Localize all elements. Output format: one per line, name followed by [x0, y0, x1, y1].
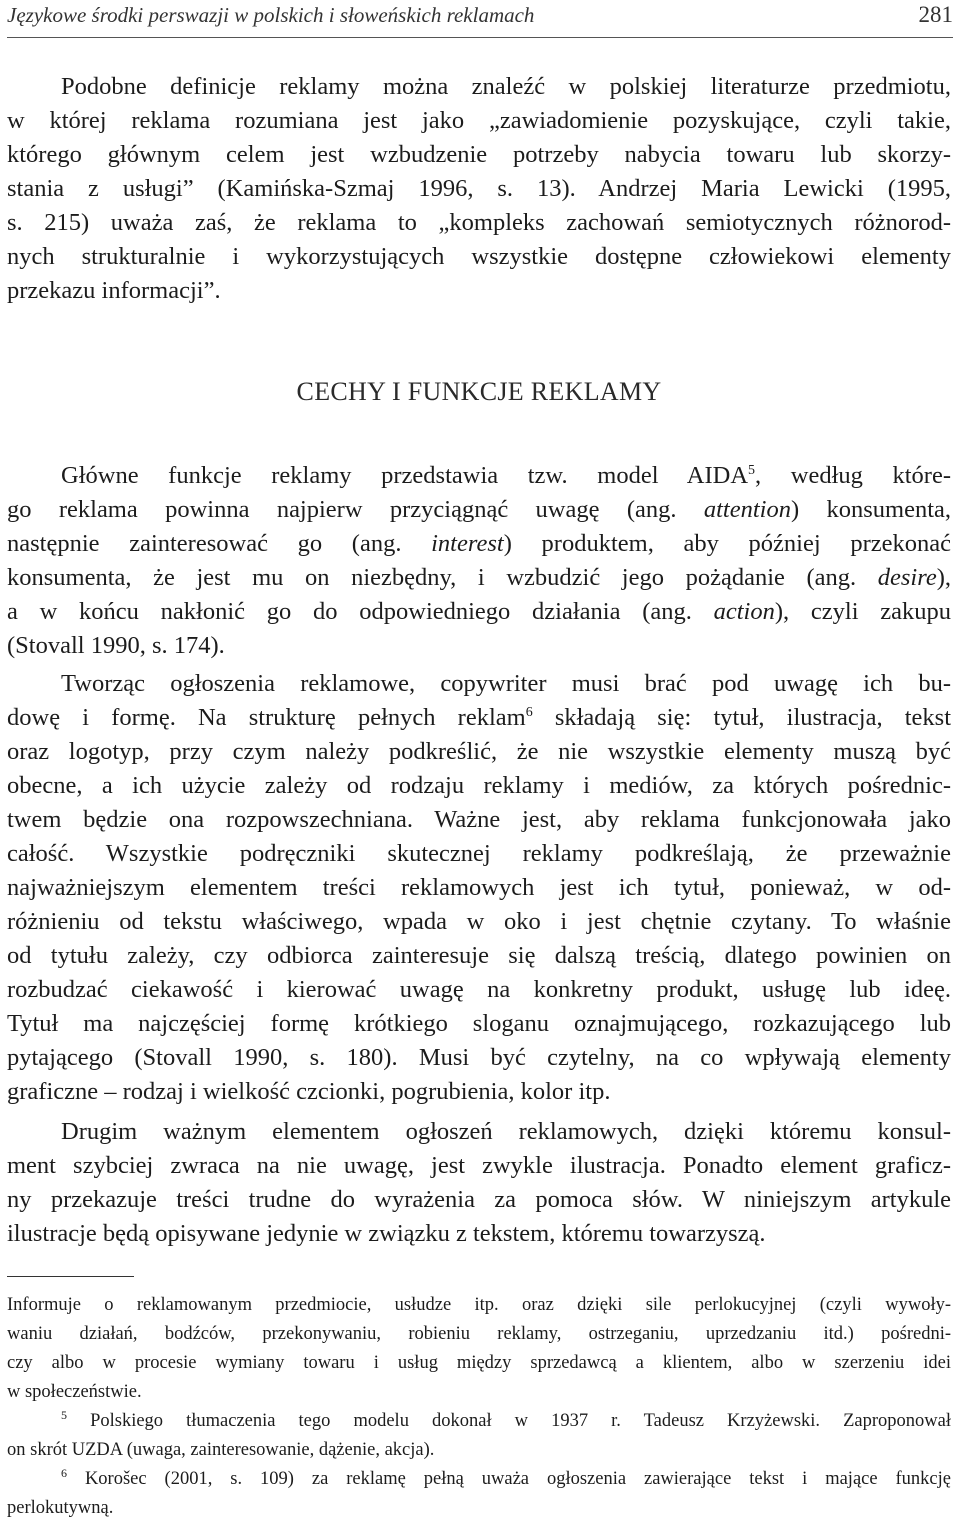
text-line: s. 215) uważa zaś, że reklama to „kompleks zachowań semiotycznych różnorod- [7, 209, 951, 236]
text-line: Drugim ważnym elementem ogłoszeń reklamowych, dzięki któremu konsul- [61, 1118, 951, 1145]
text-line: ment szybciej zwraca na nie uwagę, jest zwykle ilustracja. Ponadto element graficz- [7, 1152, 951, 1179]
header-rule [7, 37, 953, 38]
text-line: konsumenta, że jest mu on niezbędny, i wzbudzić jego pożądanie (ang. desire), [7, 564, 951, 591]
text-line: którego głównym celem jest wzbudzenie potrzeby nabycia towaru lub skorzy- [7, 141, 951, 168]
footnote-line: czy albo w procesie wymiany towaru i usług między sprzedawcą a klientem, albo w szerzeniu idei [7, 1353, 951, 1373]
text-line: nych strukturalnie i wykorzystujących wszystkie dostępne człowiekowi elementy [7, 243, 951, 270]
text-line: a w końcu nakłonić go do odpowiedniego działania (ang. action), czyli zakupu [7, 598, 951, 625]
text-line: całość. Wszystkie podręczniki skutecznej reklamy podkreślają, że przeważnie [7, 840, 951, 867]
text-line: graficzne – rodzaj i wielkość czcionki, pogrubienia, kolor itp. [7, 1078, 611, 1105]
footnote-5: $^5$ Polskiego tłumaczenia tego modelu dokonał w 1937 r. Tadeusz Krzyżewski. Zaproponował [61, 1407, 951, 1431]
footnote-line: perlokutywną. [7, 1498, 114, 1518]
footnote-line: w społeczeństwie. [7, 1382, 142, 1402]
footnote-ref-6: 6 [525, 704, 533, 720]
text-line: stania z usługi” (Kamińska-Szmaj 1996, s. 13). Andrzej Maria Lewicki (1995, [7, 175, 951, 202]
footnote-number: 6 [61, 1465, 67, 1480]
footnote-6: $^6$ Korošec (2001, s. 109) za reklamę pełną uważa ogłoszenia zawierające tekst i mające funkcję [61, 1465, 951, 1489]
footnote-rule [7, 1276, 134, 1277]
text-line: następnie zainteresować go (ang. interest) produktem, aby później przekonać [7, 530, 951, 557]
footnote-number: 5 [61, 1407, 67, 1422]
text-line: przekazu informacji”. [7, 277, 221, 304]
text-line: Tworząc ogłoszenia reklamowe, copywriter musi brać pod uwagę ich bu- [61, 670, 951, 697]
footnote-line: waniu działań, bodźców, przekonywaniu, robieniu reklamy, ostrzeganiu, uprzedzaniu itd.) pośredni- [7, 1324, 951, 1344]
text-line: w której reklama rozumiana jest jako „zawiadomienie pozyskujące, czyli takie, [7, 107, 951, 134]
text-line: Podobne definicje reklamy można znaleźć w polskiej literaturze przedmiotu, [61, 73, 951, 100]
footnote-line: Informuje o reklamowanym przedmiocie, usłudze itp. oraz dzięki sile perlokucyjnej (czyli wywoły- [7, 1295, 951, 1315]
section-heading: CECHY I FUNKCJE REKLAMY [296, 377, 662, 406]
text-line: ilustracje będą opisywane jedynie w związku z tekstem, któremu towarzyszą. [7, 1220, 766, 1247]
text-line: twem będzie ona rozpowszechniana. Ważne jest, aby reklama funkcjonowała jako [7, 806, 951, 833]
text-line: od tytułu zależy, czy odbiorca zainteresuje się dalszą treścią, dlatego powinien on [7, 942, 951, 969]
running-title: Językowe środki perswazji w polskich i słoweńskich reklamach [7, 3, 535, 27]
text-line: Tytuł ma najczęściej formę krótkiego sloganu oznajmującego, rozkazującego lub [7, 1010, 951, 1037]
text-line: obecne, a ich użycie zależy od rodzaju reklamy i mediów, za których pośrednic- [7, 772, 951, 799]
text-line: rozbudzać ciekawość i kierować uwagę na konkretny produkt, usługę lub ideę. [7, 976, 951, 1003]
term-desire: desire [877, 564, 937, 591]
text-line: pytającego (Stovall 1990, s. 180). Musi być czytelny, na co wpływają elementy [7, 1044, 951, 1071]
text-line: dowę i formę. Na strukturę pełnych reklam$^6$ składają się: tytuł, ilustracja, tekst [7, 704, 952, 731]
text-line: najważniejszym elementem treści reklamowych jest ich tytuł, ponieważ, w od- [7, 874, 951, 901]
term-action: action [713, 598, 775, 625]
text-line: oraz logotyp, przy czym należy podkreślić, że nie wszystkie elementy muszą być [7, 738, 951, 765]
footnote-ref-5: 5 [748, 462, 756, 478]
running-header [7, 2, 953, 30]
term-interest: interest [431, 530, 504, 557]
text-line: ny przekazuje treści trudne do wyrażenia za pomoca słów. W niniejszym artykule [7, 1186, 951, 1213]
text-line: Główne funkcje reklamy przedstawia tzw. model AIDA$^5$, według które- [61, 462, 951, 489]
text-line: (Stovall 1990, s. 174). [7, 632, 225, 659]
term-attention: attention [703, 496, 791, 523]
text-line: różnieniu od tekstu właściwego, wpada w oko i jest chętnie czytany. To właśnie [7, 908, 951, 935]
text-line: go reklama powinna najpierw przyciągnąć uwagę (ang. attention) konsumenta, [7, 496, 951, 523]
footnote-line: on skrót UZDA (uwaga, zainteresowanie, dążenie, akcja). [7, 1440, 435, 1460]
page-number: 281 [918, 2, 953, 27]
